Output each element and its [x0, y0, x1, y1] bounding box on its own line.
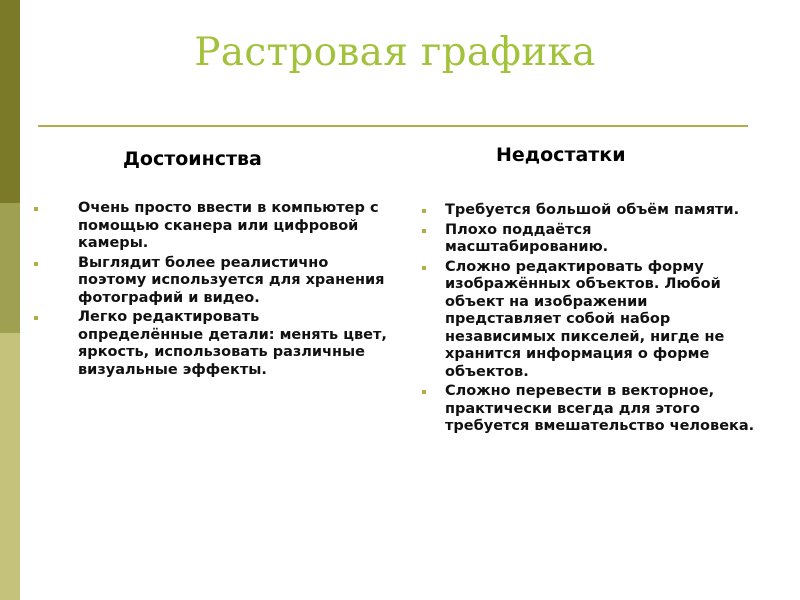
disadvantages-list — [445, 202, 755, 438]
square-bullet-icon — [422, 229, 426, 233]
disadvantages-heading: Недостатки — [496, 144, 626, 166]
list-item-text: Сложно перевести в векторное, практически всегда для этого требуется вмешательство человека. — [445, 383, 755, 434]
list-item-text: Выглядит более реалистично поэтому используется для хранения фотографий и видео. — [78, 254, 385, 306]
square-bullet-icon — [422, 266, 426, 270]
side-bar-mid-segment — [0, 203, 20, 333]
list-item — [78, 309, 388, 379]
side-bar-dark-segment — [0, 0, 20, 203]
list-item-text: Легко редактировать определённые детали: менять цвет, яркость, использовать различные визуальные эффекты. — [78, 309, 387, 378]
advantages-heading: Достоинства — [123, 148, 262, 170]
list-item-text: Плохо поддаётся масштабированию. — [445, 221, 609, 255]
advantages-list — [78, 200, 388, 381]
square-bullet-icon — [422, 209, 426, 213]
list-item — [445, 222, 755, 257]
square-bullet-icon — [34, 262, 38, 266]
list-item-text: Требуется большой объём памяти. — [445, 202, 740, 218]
list-item — [445, 383, 755, 436]
list-item — [445, 259, 755, 382]
list-item — [78, 255, 388, 308]
title-divider — [38, 125, 748, 127]
list-item — [445, 202, 755, 220]
square-bullet-icon — [34, 207, 38, 211]
list-item — [78, 200, 388, 253]
list-item-text: Сложно редактировать форму изображённых объектов. Любой объект на изображении представляет собой набор независимых пикселей, нигде не хранится информация о форме объектов. — [445, 258, 725, 380]
side-bar-light-segment — [0, 333, 20, 600]
slide-title: Растровая графика — [194, 30, 596, 75]
list-item-text: Очень просто ввести в компьютер с помощью сканера или цифровой камеры. — [78, 200, 379, 251]
square-bullet-icon — [34, 316, 38, 320]
square-bullet-icon — [422, 390, 426, 394]
